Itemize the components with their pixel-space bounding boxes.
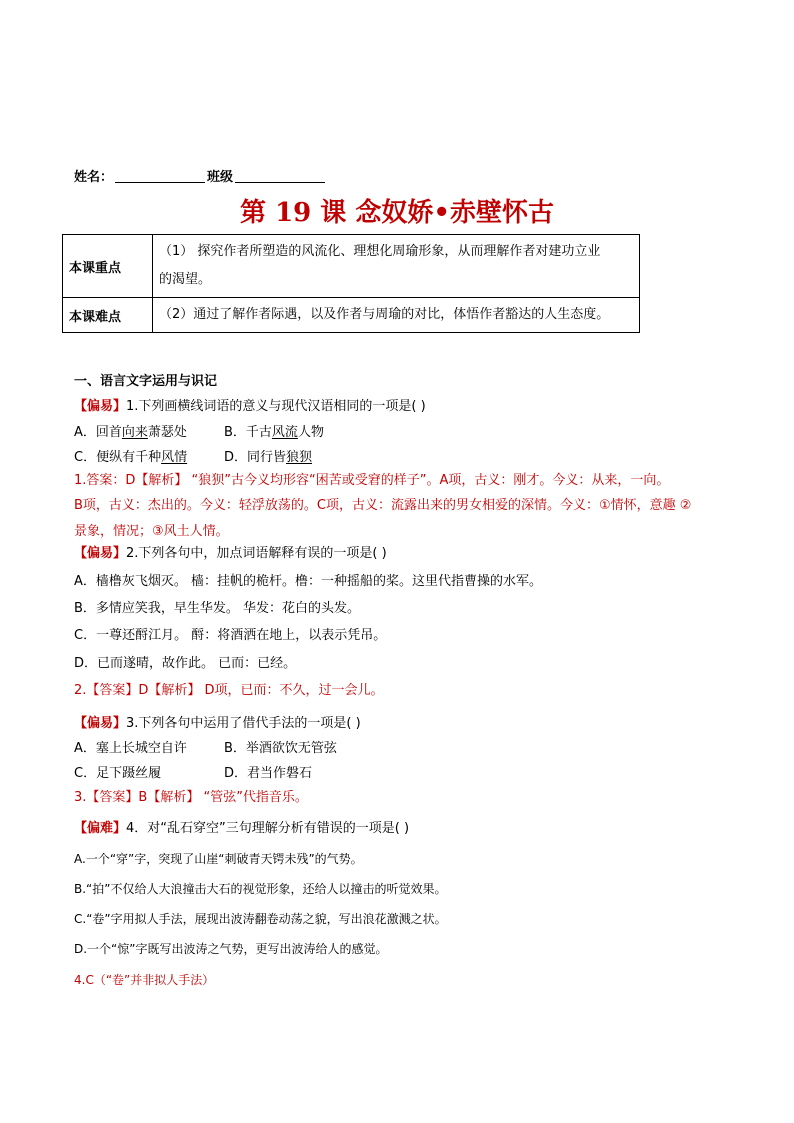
q1-option-a [74, 424, 224, 442]
q2-option-b: B．多情应笑我，早生华发。 华发：花白的头发。 [74, 601, 361, 616]
q1-b-post: 人物 [297, 425, 324, 440]
difficulty-row [63, 298, 640, 333]
q1-tag: 【偏易】 [74, 399, 127, 414]
q2-answer: 2.【答案】D【解析】 D项，已而：不久，过一会儿。 [74, 683, 384, 698]
q1-answer-line-1: 1.答案：D【解析】 “狼狈”古今义均形容“困苦或受窘的样子”。A项，古义：刚才。今义：从来，一向。 [74, 473, 670, 488]
q3-option-b: B．举酒欲饮无管弦 [224, 741, 337, 756]
q4-option-d: D.一个“惊”字既写出波涛之气势，更写出波涛给人的感觉。 [74, 942, 388, 956]
focus-text-line-1: （1） 探究作者所塑造的风流化、理想化周瑜形象，从而理解作者对建功立业 [159, 244, 601, 259]
q3-options-cd [74, 765, 312, 783]
q1-a-underlined: 向来 [121, 425, 148, 440]
q2-tag: 【偏易】 [74, 546, 127, 561]
q2-option-d: D．已而遂晴，故作此。 已而：已经。 [74, 656, 297, 671]
q1-c-pre: C．便纵有千种 [74, 450, 162, 465]
q1-option-d [224, 450, 312, 465]
q3-option-d: D．君当作磐石 [224, 766, 313, 781]
q3-stem [74, 715, 361, 733]
q3-options-ab [74, 740, 337, 758]
q1-a-post: 萧瑟处 [147, 425, 187, 440]
section-title: 一、语言文字运用与识记 [74, 374, 218, 389]
q2-stem-text: 2.下列各句中，加点词语解释有误的一项是( ) [126, 546, 387, 561]
q1-stem [74, 398, 426, 416]
q1-c-underlined: 风情 [161, 450, 188, 465]
name-label: 姓名： [74, 170, 114, 185]
q2-option-a: A．樯橹灰飞烟灭。 樯：挂帆的桅杆。橹：一种摇船的桨。这里代指曹操的水军。 [74, 574, 543, 589]
q1-options-cd [74, 449, 312, 467]
q1-d-underlined: 狼狈 [286, 450, 313, 465]
focus-text-line-2: 的渴望。 [159, 272, 212, 287]
name-class-row [74, 166, 327, 185]
q4-option-c: C.“卷”字用拟人手法，展现出波涛翻卷动荡之貌，写出浪花激溅之状。 [74, 912, 447, 926]
q1-options-ab [74, 424, 324, 442]
q1-d-pre: D．同行皆 [224, 450, 287, 465]
q1-option-b [224, 425, 324, 440]
difficulty-label: 本课难点 [63, 298, 153, 333]
q1-answer-line-2: B项，古义：杰出的。今义：轻浮放荡的。C项，古义：流露出来的男女相爱的深情。今义：①情怀，意趣 ② [74, 498, 692, 513]
q3-stem-text: 3.下列各句中运用了借代手法的一项是( ) [126, 716, 361, 731]
q1-answer-line-3: 景象，情况；③风土人情。 [74, 524, 229, 539]
key-points-table [62, 234, 640, 333]
q2-option-c: C．一尊还酹江月。 酹：将酒洒在地上，以表示凭吊。 [74, 628, 387, 643]
q4-answer: 4.C（“卷”并非拟人手法） [74, 973, 215, 987]
q3-answer: 3.【答案】B【解析】 “管弦”代指音乐。 [74, 790, 308, 805]
focus-label: 本课重点 [63, 235, 153, 298]
q4-stem-text: 4．对“乱石穿空”三句理解分析有错误的一项是( ) [126, 821, 410, 836]
q1-b-pre: B．千古 [224, 425, 272, 440]
name-blank[interactable] [115, 170, 205, 183]
focus-row [63, 235, 640, 298]
q1-stem-text: 1.下列画横线词语的意义与现代汉语相同的一项是( ) [126, 399, 426, 414]
difficulty-content: （2）通过了解作者际遇，以及作者与周瑜的对比，体悟作者豁达的人生态度。 [153, 298, 640, 333]
q4-stem [74, 820, 409, 838]
q4-option-a: A.一个“穿”字，突现了山崖“刺破青天锷未残”的气势。 [74, 852, 363, 866]
q1-b-underlined: 风流 [271, 425, 298, 440]
q3-option-c: C．足下蹑丝履 [74, 766, 162, 781]
q1-a-pre: A．回首 [74, 425, 122, 440]
class-label: 班级 [207, 170, 234, 185]
focus-content [153, 235, 640, 298]
q2-stem [74, 545, 387, 563]
q1-option-c [74, 449, 224, 467]
lesson-title: 第 19 课 念奴娇•赤壁怀古 [240, 198, 554, 228]
class-blank[interactable] [235, 170, 325, 183]
q3-option-a: A．塞上长城空自许 [74, 741, 187, 756]
q4-option-b: B.“拍”不仅给人大浪撞击大石的视觉形象，还给人以撞击的听觉效果。 [74, 882, 447, 896]
q3-tag: 【偏易】 [74, 716, 127, 731]
q4-tag: 【偏难】 [74, 821, 127, 836]
